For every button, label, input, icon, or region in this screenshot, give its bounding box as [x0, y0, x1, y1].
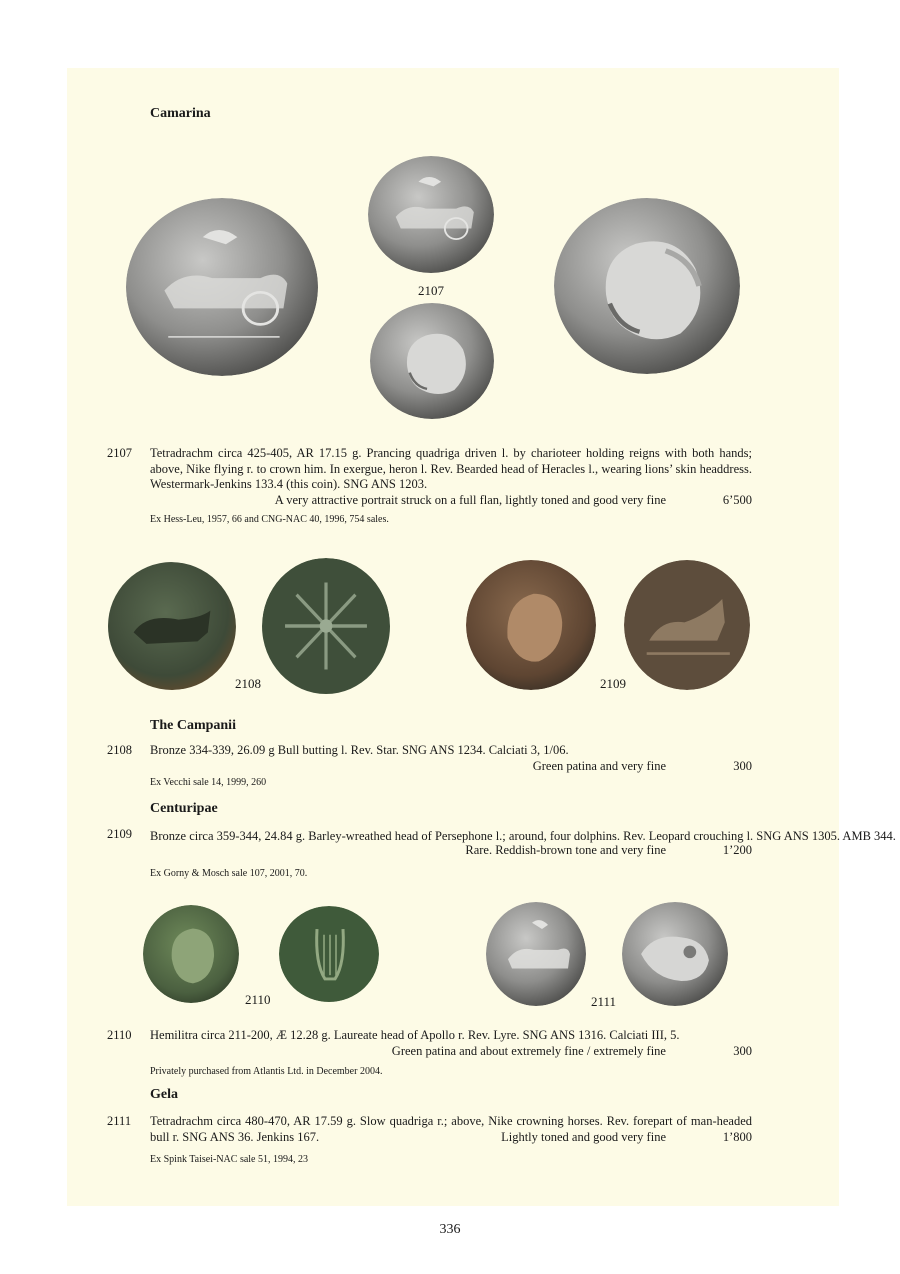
section-heading-gela: Gela	[150, 1087, 178, 1102]
lot-condition-2108: Green patina and very fine	[532, 758, 666, 773]
lot-provenance-2110: Privately purchased from Atlantis Ltd. in December 2004.	[150, 1066, 383, 1077]
lot-estimate-2111: 1’800	[722, 1130, 752, 1144]
lot-provenance-2108: Ex Vecchi sale 14, 1999, 260	[150, 777, 267, 788]
lot-provenance-2111: Ex Spink Taisei-NAC sale 51, 1994, 23	[150, 1154, 308, 1165]
lot-entry-2107	[150, 446, 752, 509]
section-heading-centuripae: Centuripae	[150, 801, 218, 816]
coin-image-2107-obverse-large	[126, 198, 318, 376]
lot-description-2108: Bronze 334-339, 26.09 g Bull butting l. Rev. Star. SNG ANS 1234. Calciati 3, 1/06.	[150, 743, 569, 757]
plate-label-2111: 2111	[591, 994, 617, 1009]
coin-image-2110-reverse	[279, 906, 379, 1002]
lot-entry-2108	[150, 743, 752, 775]
plate-label-2110: 2110	[245, 992, 271, 1007]
lot-estimate-2109: 1’200	[722, 843, 752, 857]
lot-condition-row-2110	[150, 1044, 752, 1060]
lot-estimate-2108: 300	[733, 758, 752, 773]
coin-image-2109-obverse	[466, 560, 596, 690]
lot-number-2110: 2110	[107, 1028, 132, 1042]
section-heading-campanii: The Campanii	[150, 718, 236, 733]
coin-image-2107-reverse-small	[370, 303, 494, 419]
lot-estimate-2107: 6’500	[722, 492, 752, 507]
page-number: 336	[439, 1222, 461, 1237]
lot-number-2107: 2107	[107, 446, 132, 460]
lot-estimate-2110: 300	[733, 1043, 752, 1058]
lot-number-2109: 2109	[107, 827, 132, 841]
section-heading-camarina: Camarina	[150, 106, 211, 121]
lot-provenance-2107: Ex Hess-Leu, 1957, 66 and CNG-NAC 40, 1996, 754 sales.	[150, 514, 389, 525]
lot-description-2110: Hemilitra circa 211-200, Æ 12.28 g. Laureate head of Apollo r. Rev. Lyre. SNG ANS 1316. Calciati III, 5.	[150, 1028, 680, 1042]
lot-condition-row-2108	[150, 759, 752, 775]
lot-condition-2110: Green patina and about extremely fine / extremely fine	[391, 1043, 666, 1058]
coin-image-2111-obverse	[486, 902, 586, 1006]
coin-image-2110-obverse	[143, 905, 239, 1003]
lot-description-2107: Tetradrachm circa 425-405, AR 17.15 g. Prancing quadriga driven l. by charioteer holding reigns with both hands; above, Nike flying r. to crown him. In exergue, heron l. Rev. Bearded head of Heracles l., wearing lions’ skin headdress. Westermark-Jenkins 133.4 (this coin). SNG ANS 1203.	[150, 446, 752, 492]
plate-label-2107: 2107	[418, 283, 444, 298]
lot-condition-row-2107	[150, 493, 752, 509]
lot-condition-2109: Rare. Reddish-brown tone and very fine	[465, 843, 666, 857]
lot-condition-row-2109	[150, 843, 752, 859]
lot-number-2108: 2108	[107, 743, 132, 757]
coin-image-2107-obverse-small	[368, 156, 494, 273]
plate-label-2108: 2108	[235, 676, 261, 691]
coin-image-2111-reverse	[622, 902, 728, 1006]
coin-image-2109-reverse	[624, 560, 750, 690]
lot-entry-2110	[150, 1028, 752, 1060]
plate-label-2109: 2109	[600, 676, 626, 691]
lot-condition-2107: A very attractive portrait struck on a full flan, lightly toned and good very fine	[274, 492, 666, 507]
coin-image-2108-reverse	[262, 558, 390, 694]
lot-condition-row-2111	[150, 1130, 752, 1146]
lot-description-2111: Tetradrachm circa 480-470, AR 17.59 g. Slow quadriga r.; above, Nike crowning horses. Rev. forepart of man-headed bull r. SNG ANS 36. Jenkins 167.	[150, 1114, 752, 1144]
coin-image-2108-obverse	[108, 562, 236, 690]
lot-number-2111: 2111	[107, 1114, 132, 1128]
coin-image-2107-reverse-large	[554, 198, 740, 374]
lot-description-2109: Bronze circa 359-344, 24.84 g. Barley-wreathed head of Persephone l.; around, four dolphins. Rev. Leopard crouching l. SNG ANS 1305. AMB 344.	[150, 829, 896, 843]
lot-condition-2111: Lightly toned and good very fine	[501, 1130, 666, 1144]
lot-provenance-2109: Ex Gorny & Mosch sale 107, 2001, 70.	[150, 868, 308, 879]
